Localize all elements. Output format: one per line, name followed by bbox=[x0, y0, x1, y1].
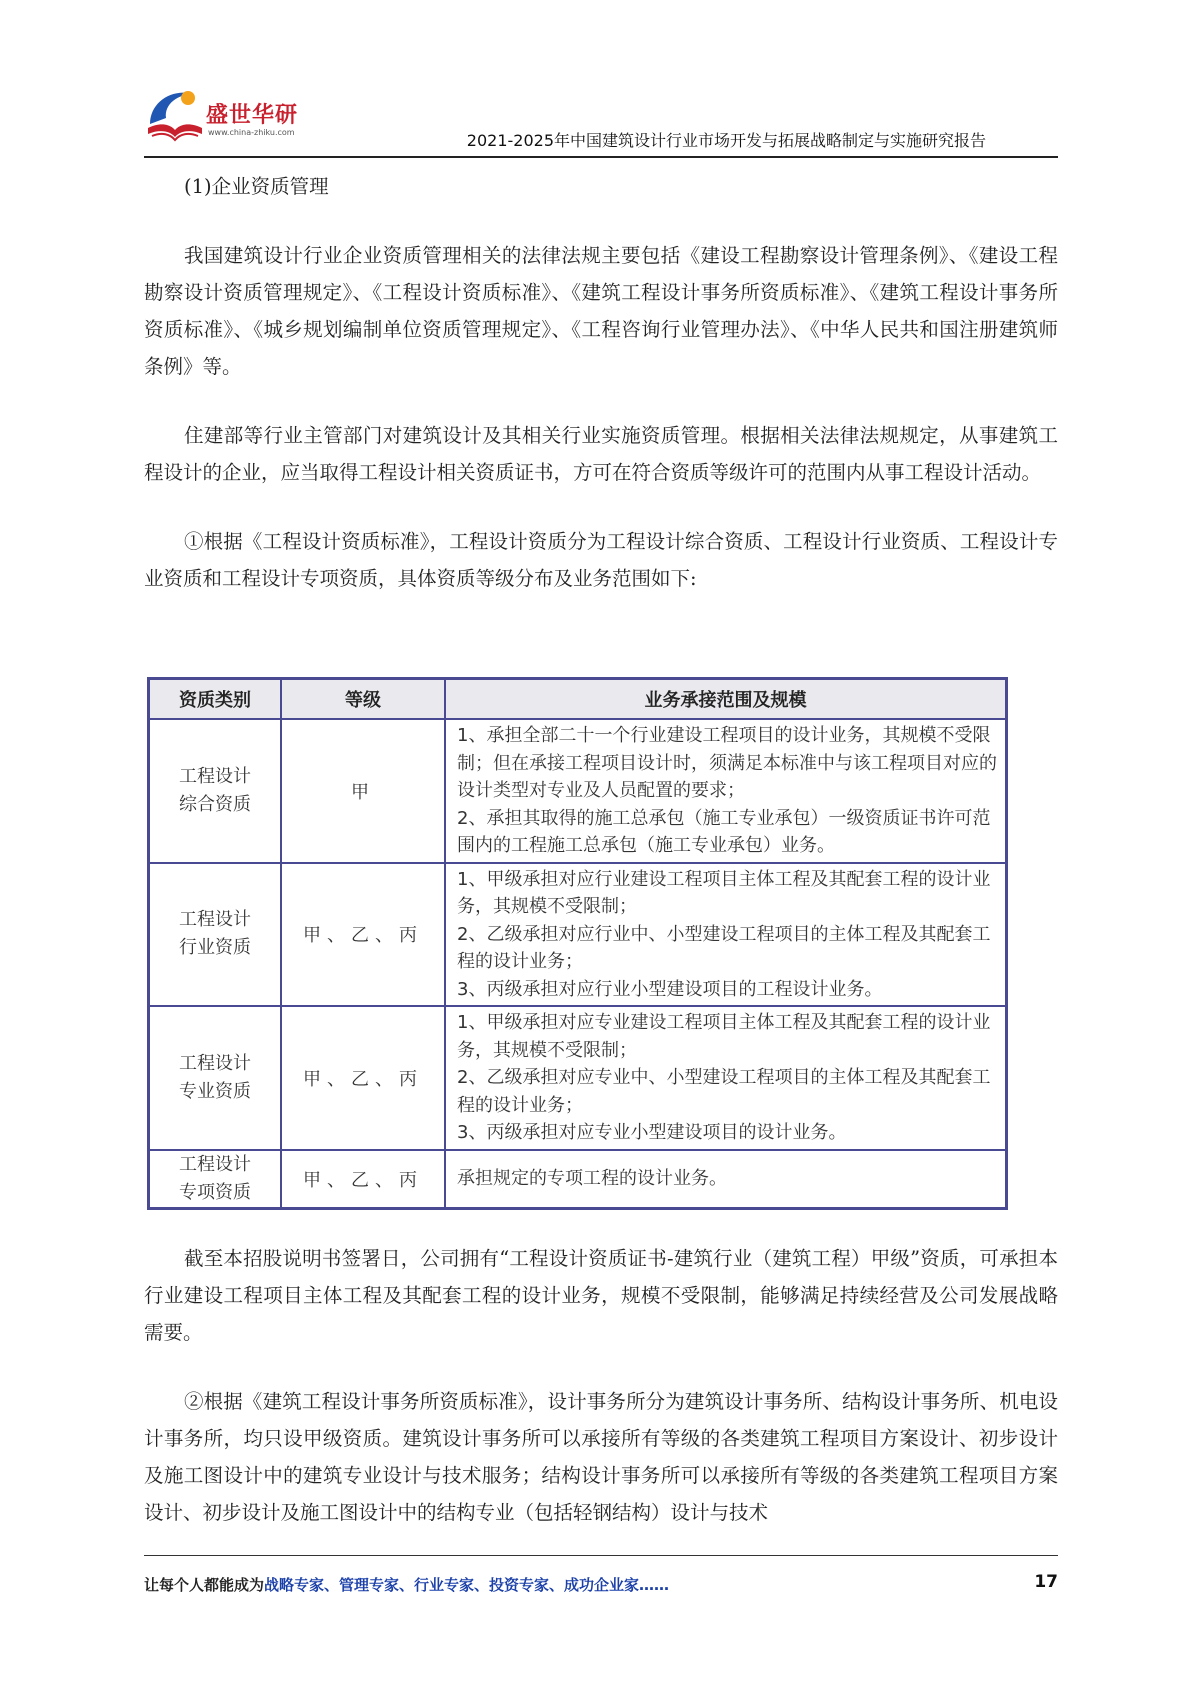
page-number: 17 bbox=[1034, 1572, 1058, 1592]
document-body bbox=[144, 168, 1058, 597]
header-scope: 业务承接范围及规模 bbox=[445, 679, 1007, 720]
row-category-text: 工程设计专业资质 bbox=[178, 1052, 251, 1102]
qualification-table bbox=[147, 677, 1008, 1210]
table-row bbox=[149, 1150, 1007, 1209]
row-category-text: 工程设计行业资质 bbox=[178, 909, 251, 959]
row-scope: 1、承担全部二十一个行业建设工程项目的设计业务，其规模不受限制；但在承接工程项目设计时，须满足本标准中与该工程项目对应的设计类型对专业及人员配置的要求； 2、承担其取得的施工总承包（施工专业承包）一级资质证书许可范围内的工程施工总承包（施工专业承包）业务。 bbox=[445, 719, 1007, 863]
footer-slogan bbox=[144, 1574, 669, 1595]
paragraph-regulation: 住建部等行业主管部门对建筑设计及其相关行业实施资质管理。根据相关法律法规规定，从事建筑工程设计的企业，应当取得工程设计相关资质证书，方可在符合资质等级许可的范围内从事工程设计活动。 bbox=[144, 424, 1058, 484]
row-scope: 1、甲级承担对应专业建设工程项目主体工程及其配套工程的设计业务，其规模不受限制； 2、乙级承担对应专业中、小型建设工程项目的主体工程及其配套工程的设计业务； 3、丙级承担对应专业小型建设项目的设计业务。 bbox=[445, 1006, 1007, 1150]
table-row bbox=[149, 863, 1007, 1007]
header-divider bbox=[144, 156, 1058, 158]
row-level: 甲、乙、丙 bbox=[281, 863, 445, 1007]
logo-text: 盛世华研 bbox=[206, 103, 299, 128]
paragraph-company-qualification: 截至本招股说明书签署日，公司拥有“工程设计资质证书-建筑行业（建筑工程）甲级”资质，可承担本行业建设工程项目主体工程及其配套工程的设计业务，规模不受限制，能够满足持续经营及公司发展战略需要。 bbox=[144, 1247, 1058, 1344]
row-category-text: 工程设计综合资质 bbox=[178, 765, 251, 815]
slogan-prefix: 让每个人都能成为 bbox=[144, 1576, 265, 1594]
paragraph-laws: 我国建筑设计行业企业资质管理相关的法律法规主要包括《建设工程勘察设计管理条例》、《建设工程勘察设计资质管理规定》、《工程设计资质标准》、《建筑工程设计事务所资质标准》、《建筑工程设计事务所资质标准》、《城乡规划编制单位资质管理规定》、《工程咨询行业管理办法》、《中华人民共和国注册建筑师条例》等。 bbox=[144, 244, 1058, 378]
header-category: 资质类别 bbox=[149, 679, 282, 720]
table-row bbox=[149, 719, 1007, 863]
header-level: 等级 bbox=[281, 679, 445, 720]
row-category bbox=[149, 1150, 282, 1209]
section-heading: (1)企业资质管理 bbox=[184, 175, 329, 198]
paragraph-qualification-intro: ①根据《工程设计资质标准》，工程设计资质分为工程设计综合资质、工程设计行业资质、工程设计专业资质和工程设计专项资质，具体资质等级分布及业务范围如下: bbox=[144, 530, 1058, 590]
row-level: 甲、乙、丙 bbox=[281, 1150, 445, 1209]
paragraph-design-firm: ②根据《建筑工程设计事务所资质标准》，设计事务所分为建筑设计事务所、结构设计事务所、机电设计事务所，均只设甲级资质。建筑设计事务所可以承接所有等级的各类建筑工程项目方案设计、初步设计及施工图设计中的建筑专业设计与技术服务；结构设计事务所可以承接所有等级的各类建筑工程项目方案设计、初步设计及施工图设计中的结构专业（包括轻钢结构）设计与技术 bbox=[144, 1390, 1058, 1524]
document-body-continued bbox=[144, 1240, 1058, 1531]
footer-divider bbox=[144, 1555, 1058, 1556]
logo-url: www.china-zhiku.com bbox=[208, 128, 295, 137]
company-logo bbox=[144, 84, 314, 148]
row-category bbox=[149, 719, 282, 863]
page-header bbox=[144, 80, 1058, 158]
row-category-text: 工程设计专项资质 bbox=[178, 1153, 251, 1203]
table-row bbox=[149, 1006, 1007, 1150]
row-level: 甲 bbox=[281, 719, 445, 863]
row-scope: 1、甲级承担对应行业建设工程项目主体工程及其配套工程的设计业务，其规模不受限制； 2、乙级承担对应行业中、小型建设工程项目的主体工程及其配套工程的设计业务； 3、丙级承担对应行业小型建设项目的工程设计业务。 bbox=[445, 863, 1007, 1007]
row-category bbox=[149, 863, 282, 1007]
row-category bbox=[149, 1006, 282, 1150]
table-header-row bbox=[149, 679, 1007, 720]
book-swoosh-logo-icon bbox=[144, 84, 206, 148]
row-level: 甲、乙、丙 bbox=[281, 1006, 445, 1150]
slogan-highlight: 战略专家、管理专家、行业专家、投资专家、成功企业家…… bbox=[264, 1576, 670, 1594]
report-title: 2021-2025年中国建筑设计行业市场开发与拓展战略制定与实施研究报告 bbox=[466, 131, 986, 150]
row-scope: 承担规定的专项工程的设计业务。 bbox=[445, 1150, 1007, 1209]
